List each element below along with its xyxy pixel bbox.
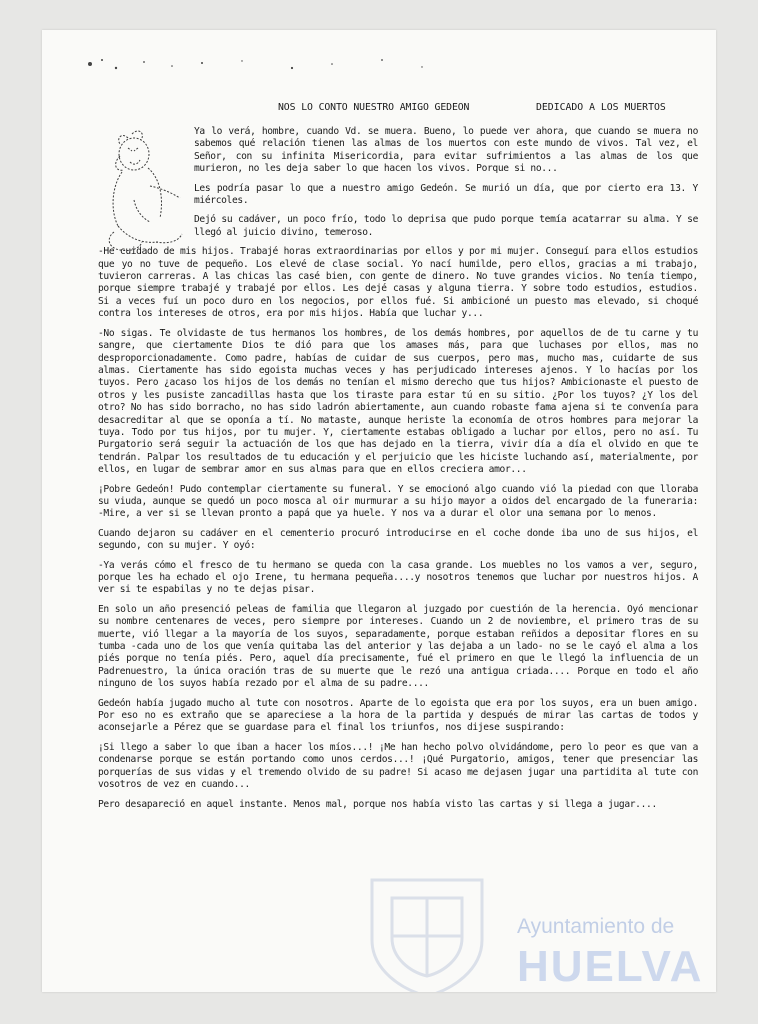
story-body [98,126,698,818]
paragraph: Cuando dejaron su cadáver en el cementerio procuró introducirse en el coche donde iba uno de sus hijos, el segundo, con su mujer. Y oyó: [98,527,698,552]
paragraph: En solo un año presenció peleas de familia que llegaron al juzgado por cuestión de la herencia. Oyó mencionar su nombre centenares de veces, pero siempre por intereses. Cuando un 2 de noviembre, el primero tras de su muerte, vió llegar a la mayoría de los suyos, separadamente, porque estaban reñidos a depositar flores en su tumba -cada uno de los que venía quitaba las del anterior y las dejaba a un lado- no se le cayó el alma a los piés porque no tenía piés. Pero, aquel día precisamente, fué el primero en que le llegó la influencia de un Padrenuestro, la única oración tras de su muerte que le rezó una antigua criada.... Porque en todo el año ninguno de los suyos había rezado por el alma de su padre.... [98,603,698,690]
document-page [42,30,716,992]
paragraph: ¡Pobre Gedeón! Pudo contemplar ciertamente su funeral. Y se emocionó algo cuando vió la piedad con que lloraba su viuda, aunque se quedó un poco mosca al oir murmurar a su hijo mayor a oidos del encargado de la funeraria: -Mire, a ver si se llevan pronto a papá que ya huele. Y nos va a durar el olor una semana por lo menos. [98,483,698,520]
paragraph: Pero desapareció en aquel instante. Menos mal, porque nos había visto las cartas y si llega a jugar.... [98,798,657,810]
watermark-line-1: Ayuntamiento de [517,915,675,938]
paragraph: ¡Si llego a saber lo que iban a hacer los míos...! ¡Me han hecho polvo olvidándome, pero lo peor es que van a condenarse porque se están portando como unos cerdos...! ¡Qué Purgatorio, amigos, tener que presenciar las porquerías de sus vidas y el tremendo olvido de su padre! Si acaso me dejasen jugar una partidita al tute con vosotros de vez en cuando... [98,741,698,791]
paragraph: -Ya verás cómo el fresco de tu hermano se queda con la casa grande. Los muebles no los vamos a ver, seguro, porque les ha echado el ojo Irene, tu hermana pequeña....y nosotros tenemos que luchar por nuestros hijos. A ver si te espabilas y no te dejas pisar. [98,559,698,596]
page-title: NOS LO CONTO NUESTRO AMIGO GEDEON [278,102,470,113]
paragraph: Les podría pasar lo que a nuestro amigo Gedeón. Se murió un día, que por cierto era 13. Y miércoles. [194,182,698,207]
dedication-heading: DEDICADO A LOS MUERTOS [536,102,666,113]
paragraph: -No sigas. Te olvidaste de tus hermanos los hombres, de los demás hombres, por aquellos de de tu carne y tu sangre, que ciertamente Dios te dió para que los amases más, para que luchases por ellos, mas no desproporcionadamente. Como padre, habías de cuidar de sus cuerpos, pero mas, mucho mas, cuidarte de sus almas. Ciertamente has sido egoista muchas veces y has perjudicado intereses ajenos. Y lo hacías por los tuyos. Pero ¿acaso los hijos de los demás no tenían el mismo derecho que tus hijos? Ambicionaste el puesto de otros y les pusiste zancadillas hasta que los tiraste para estar tú en su sitio. ¿Por los tuyos? ¿Y los del otro? No has sido borracho, no has sido ladrón abiertamente, aun cuando robaste fama ajena si te convenía para desacreditar al que se oponía a tí. No mataste, aunque heriste la economía de otros hombres para mejorar la tuya. Todo por tus hijos, por tu mujer. Y, ciertamente estabas obligado a luchar por ellos, pero no así. Tu Purgatorio será seguir la actuación de los que has dejado en la tierra, vivir día a día el olvido en que te tendrán. Palpar los resultados de tu educación y el perjuicio que les hiciste luchando así, materialmente, por ellos, en lugar de sembrar amor en sus almas para que en ellos creciera amor... [98,327,698,476]
watermark-line-2: HUELVA [517,942,704,991]
paper-specks [82,42,482,82]
paragraph: Gedeón había jugado mucho al tute con nosotros. Aparte de lo egoista que era por los suyos, era un buen amigo. Por eso no es extraño que se apareciese a la hora de la partida y después de mirar las cartas de todos y aconsejarle a Pérez que se guardase para el final los triunfos, nos dijese suspirando: [98,697,698,734]
huelva-coat-of-arms-icon [352,870,502,992]
paragraph: Ya lo verá, hombre, cuando Vd. se muera. Bueno, lo puede ver ahora, que cuando se muera no sabemos qué relación tienen las almas de los muertos con este mundo de vivos. Tal vez, el Señor, con su infinita Misericordia, para evitar sufrimientos a las almas de los que murieron, no les deja saber lo que hacen los vivos. Porque si no... [194,126,698,175]
paragraph: -He cuidado de mis hijos. Trabajé horas extraordinarias por ellos y por mi mujer. Conseguí para ellos estudios que yo no tuve de pequeño. Los elevé de clase social. Yo nací humilde, pero ellos, gracias a mi trabajo, tuvieron carreras. A las chicas las casé bien, con gente de dinero. No tuve grandes vicios. No tenía tiempo, porque siempre trabajé y trabajé por ellos. Les dejé casas y alguna tierra. Y sobre todo estudios, estudios. Si a veces fuí un poco duro en los negocios, por ellos fué. Si ambicioné un puesto mas elevado, si choqué contra los intereses de otros, era por mis hijos. Había que luchar y... [98,246,698,320]
paragraph: Dejó su cadáver, un poco frío, todo lo deprisa que pudo porque temía acatarrar su alma. Y se llegó al juicio divino, temeroso. [194,214,698,238]
